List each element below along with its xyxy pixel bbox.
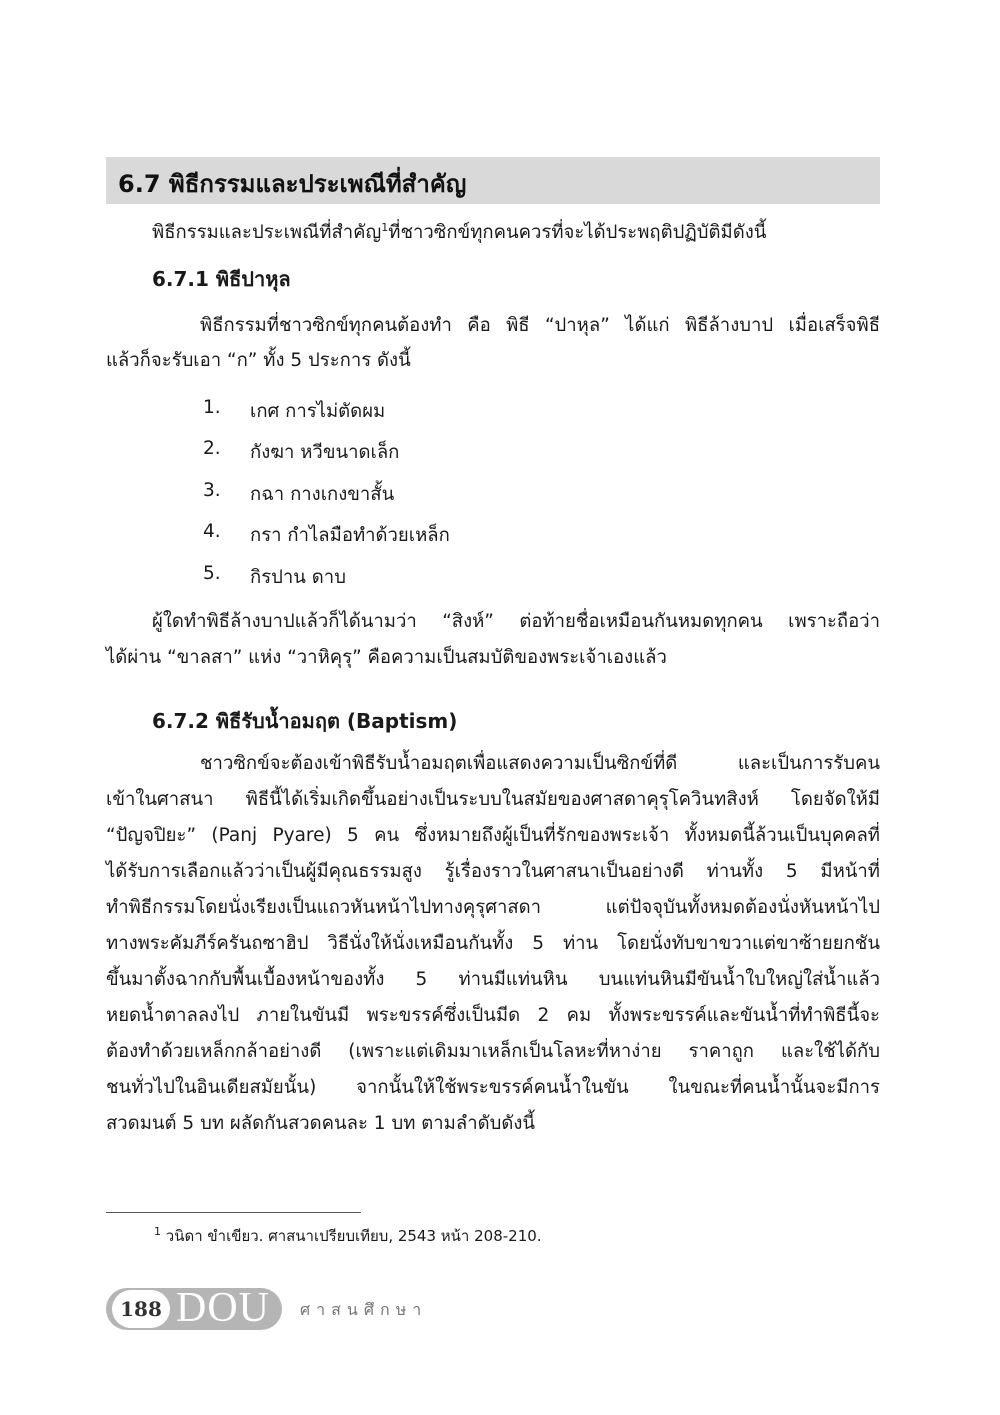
paragraph-line: เข้าในศาสนา พิธีนี้ได้เริ่มเกิดขึ้นอย่างเป็นระบบในสมัยของศาสดาคุรุโควินทสิงห์ โดยจัดให้มี [106,789,880,810]
paragraph-line: ทางพระคัมภีร์ครันถซาฮิป วิธีนั่งให้นั่งเหมือนกันทั้ง 5 ท่าน โดยนั่งทับขาขวาแต่ขาซ้ายยกชัน [106,933,880,954]
paragraph-line: “ปัญจปิยะ” (Panj Pyare) 5 คน ซึ่งหมายถึงผู้เป็นที่รักของพระเจ้า ทั้งหมดนี้ล้วนเป็นบุคคลที่ [106,825,880,846]
section-intro [152,221,766,244]
footnote-number: 1 [154,1225,161,1238]
list-item: กิรปาน ดาบ [250,567,346,588]
list-item: กฉา กางเกงขาสั้น [250,484,395,505]
list-item-number: 4. [203,521,221,542]
list-item-number: 5. [203,563,221,584]
paragraph-line: ชาวซิกข์จะต้องเข้าพิธีรับน้ำอมฤตเพื่อแสดงความเป็นซิกข์ที่ดี และเป็นการรับคน [200,753,880,774]
list-item: เกศ การไม่ตัดผม [250,401,386,422]
paragraph-line: ได้รับการเลือกแล้วว่าเป็นผู้มีคุณธรรมสูง รู้เรื่องราวในศาสนาเป็นอย่างดี ท่านทั้ง 5 มีหน้าที่ [106,861,880,882]
brand-logo-text: DOU [176,1285,270,1331]
subsection-heading-pahul: 6.7.1 พิธีปาหุล [152,267,291,291]
list-item-number: 1. [203,397,221,418]
paragraph-line: ทำพิธีกรรมโดยนั่งเรียงเป็นแถวหันหน้าไปทางคุรุศาสดา แต่ปัจจุบันทั้งหมดต้องนั่งหันหน้าไป [106,897,880,918]
course-name: ศาสนศึกษา [300,1300,428,1319]
paragraph-line: ได้ผ่าน “ขาลสา” แห่ง “วาหิคุรุ” คือความเป็นสมบัติของพระเจ้าเองแล้ว [106,647,667,668]
paragraph-line: แล้วก็จะรับเอา “ก” ทั้ง 5 ประการ ดังนี้ [106,350,411,371]
intro-text-a: พิธีกรรมและประเพณีที่สำคัญ [152,222,382,244]
paragraph-line: หยดน้ำตาลลงไป ภายในขันมี พระขรรค์ซึ่งเป็นมีด 2 คม ทั้งพระขรรค์และขันน้ำที่ทำพิธีนี้จะ [106,1005,880,1026]
list-item: กรา กำไลมือทำด้วยเหล็ก [250,525,450,546]
subsection-heading-baptism: 6.7.2 พิธีรับน้ำอมฤต (Baptism) [152,709,458,733]
footnote [154,1224,542,1248]
paragraph-line: ชนทั่วไปในอินเดียสมัยนั้น) จากนั้นให้ใช้พระขรรค์คนน้ำในขัน ในขณะที่คนน้ำนั้นจะมีการ [106,1077,880,1098]
list-item-number: 3. [203,480,221,501]
footnote-text: วนิดา ขำเขียว. ศาสนาเปรียบเทียบ, 2543 หน้า 208-210. [165,1227,542,1245]
section-title: 6.7 พิธีกรรมและประเพณีที่สำคัญ [118,170,467,198]
intro-text-b: ที่ชาวซิกข์ทุกคนควรที่จะได้ประพฤติปฏิบัติมีดังนี้ [388,222,767,244]
paragraph-line: พิธีกรรมที่ชาวซิกข์ทุกคนต้องทำ คือ พิธี “ปาหุล” ได้แก่ พิธีล้างบาป เมื่อเสร็จพิธี [200,315,880,336]
list-item: กังฆา หวีขนาดเล็ก [250,442,400,463]
paragraph-line: ต้องทำด้วยเหล็กกล้าอย่างดี (เพราะแต่เดิมมาเหล็กเป็นโลหะที่หาง่าย ราคาถูก และใช้ได้กับ [106,1041,880,1062]
paragraph-line: สวดมนต์ 5 บท ผลัดกันสวดคนละ 1 บท ตามลำดับดังนี้ [106,1113,536,1134]
footnote-divider [106,1212,361,1213]
page-number: 188 [112,1290,170,1328]
paragraph-line: ผู้ใดทำพิธีล้างบาปแล้วก็ได้นามว่า “สิงห์” ต่อท้ายชื่อเหมือนกันหมดทุกคน เพราะถือว่า [152,611,880,632]
paragraph-line: ขึ้นมาตั้งฉากกับพื้นเบื้องหน้าของทั้ง 5 ท่านมีแท่นหิน บนแท่นหินมีขันน้ำใบใหญ่ใส่น้ำแล้ว [106,969,880,990]
footnote-marker: 1 [381,221,389,234]
list-item-number: 2. [203,438,221,459]
